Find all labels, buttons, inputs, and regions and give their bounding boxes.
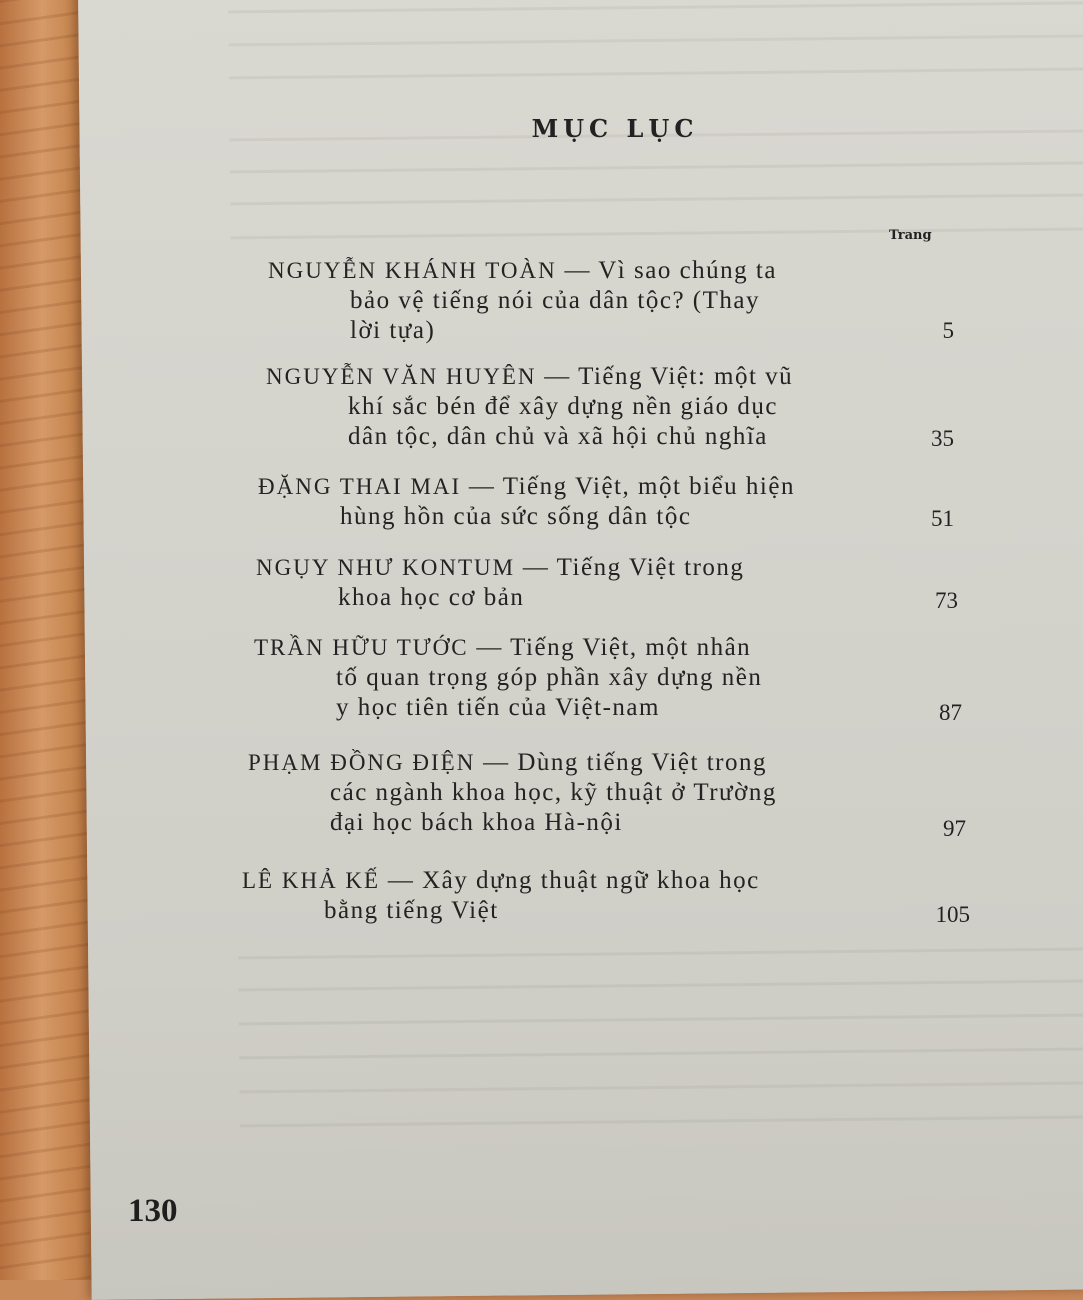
toc-entry-first-line [256,553,744,583]
entry-title-line: đại học bách khoa Hà-nội [330,809,623,836]
entry-title-line: — Tiếng Việt trong [522,554,745,581]
entry-author: PHẠM ĐỒNG ĐIỆN [248,750,476,775]
entry-title-line: — Tiếng Việt: một vũ [544,363,794,390]
toc-entry [266,362,793,452]
entry-page-number: 105 [935,902,970,927]
entry-title-line: — Xây dựng thuật ngữ khoa học [387,867,760,894]
toc-entry [256,553,744,613]
entry-author: LÊ KHẢ KẾ [242,868,381,893]
entry-title-line: — Tiếng Việt, một biểu hiện [468,473,795,500]
toc-heading: MỤC LỤC [531,114,699,143]
entry-author: NGUYỄN VĂN HUYÊN [266,364,537,389]
entry-title-line: — Dùng tiếng Việt trong [483,749,767,776]
bleed-line [230,161,1083,173]
entry-author: NGUYỄN KHÁNH TOÀN [268,258,557,283]
entry-page-number: 5 [942,318,954,343]
toc-entry [242,866,760,926]
bleed-line [230,193,1083,205]
toc-entry [268,256,777,346]
entry-title-line: — Vì sao chúng ta [564,257,777,284]
entry-title-line: hùng hồn của sức sống dân tộc [340,503,692,530]
entry-page-number: 51 [931,506,954,531]
bleed-line [239,1013,1083,1025]
toc-entry-first-line [258,472,795,502]
toc-entry-first-line [254,633,762,663]
entry-title-line: các ngành khoa học, kỹ thuật ở Trường [330,779,777,806]
toc-entry [248,748,777,838]
entry-title-line: khí sắc bén để xây dựng nền giáo dục [348,393,778,420]
wood-grain [0,0,90,1280]
entry-author: ĐẶNG THAI MAI [258,474,462,499]
page-folio-number: 130 [128,1193,178,1229]
page-column-label: Trang [889,228,932,243]
entry-title-line: lời tựa) [350,317,436,344]
toc-entry [258,472,795,532]
entry-title-line: khoa học cơ bản [338,584,525,611]
entry-title-line: bằng tiếng Việt [324,897,499,924]
toc-entry [254,633,762,723]
entry-author: TRẦN HỮU TƯỚC [254,635,469,660]
toc-entry-first-line [268,256,777,286]
entry-title-line: y học tiên tiến của Việt-nam [336,694,660,721]
entry-page-number: 87 [939,700,962,725]
entry-page-number: 35 [931,426,954,451]
toc-entry-first-line [242,866,760,896]
bleed-line [239,1047,1083,1059]
toc-entry-first-line [266,362,793,392]
bleed-line [238,979,1083,991]
entry-page-number: 73 [935,588,958,613]
entry-title-line: — Tiếng Việt, một nhân [476,634,752,661]
entry-author: NGỤY NHƯ KONTUM [256,555,516,580]
bleed-line [240,1081,1083,1093]
entry-page-number: 97 [943,816,966,841]
bleed-line [228,1,1083,13]
entry-title-line: dân tộc, dân chủ và xã hội chủ nghĩa [348,423,768,450]
entry-title-line: bảo vệ tiếng nói của dân tộc? (Thay [350,287,760,314]
toc-entry-first-line [248,748,777,778]
bleed-line [238,947,1083,959]
bleed-line [229,67,1083,79]
bleed-line [231,227,1083,239]
entry-title-line: tố quan trọng góp phần xây dựng nền [336,664,763,691]
bleed-line [240,1115,1083,1127]
bleed-line [229,34,1083,46]
